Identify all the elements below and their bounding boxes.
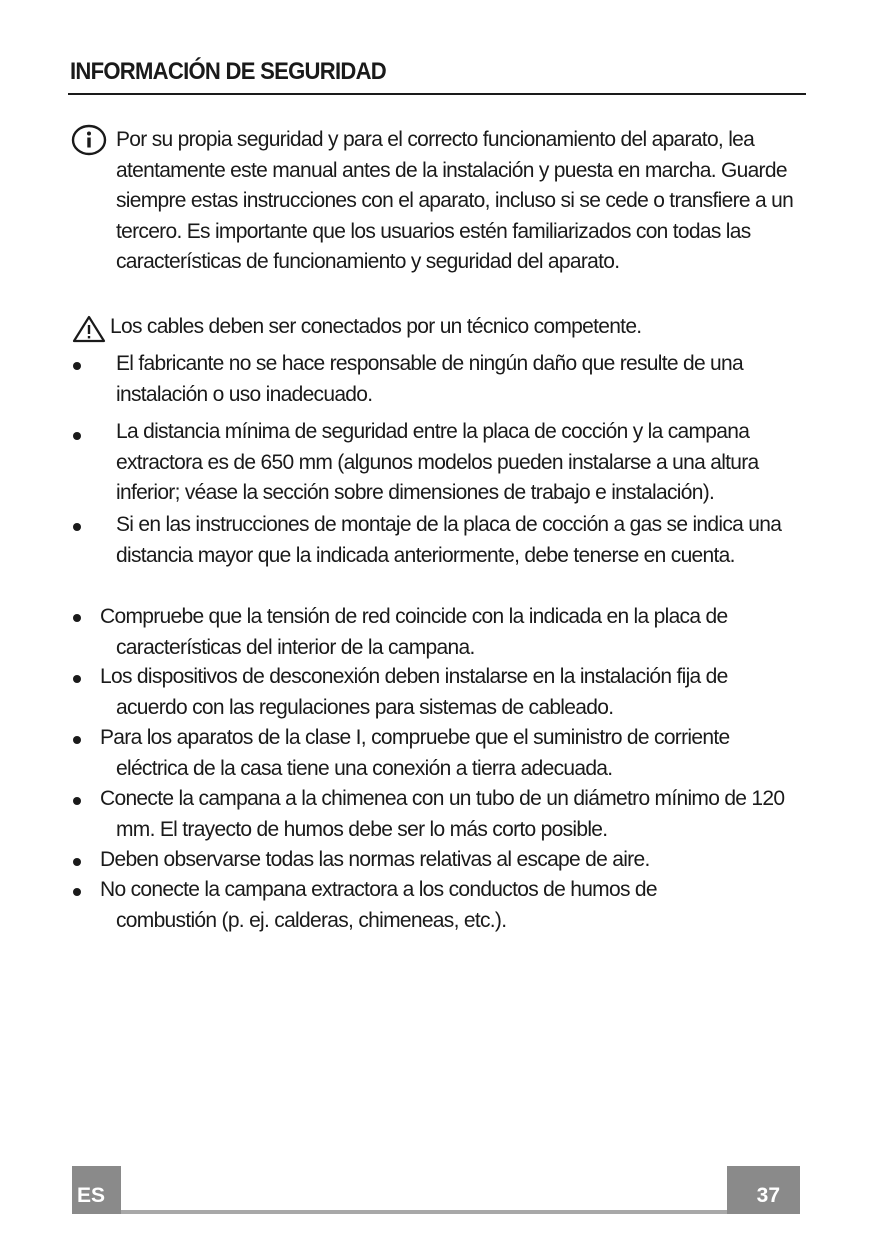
language-tab [72,1166,121,1214]
list-item: Compruebe que la tensión de red coincide con la indicada en la placa de características del interior de la campana. [100,605,728,659]
page-title: INFORMACIÓN DE SEGURIDAD [70,58,387,85]
list-item: Deben observarse todas las normas relativas al escape de aire. [100,848,650,871]
warning-triangle-icon [72,315,106,343]
page-number: 37 [756,1184,780,1207]
bullet-dot-icon [73,736,81,744]
bullet-dot-icon [73,797,81,805]
warning-text: Los cables deben ser conectados por un técnico competente. [110,315,642,338]
list-item: La distancia mínima de seguridad entre la placa de cocción y la campana extractora es de 650 mm (algunos modelos pueden instalarse a una altura inferior; véase la sección sobre dimensiones de trabajo e instalación). [116,420,759,504]
bullet-dot-icon [73,523,81,531]
footer-rule [121,1210,727,1214]
info-circle-icon [71,124,107,156]
bullet-dot-icon [73,675,81,683]
list-item: Para los aparatos de la clase I, compruebe que el suministro de corriente eléctrica de la casa tiene una conexión a tierra adecuada. [100,726,730,780]
list-item: El fabricante no se hace responsable de ningún daño que resulte de una instalación o uso inadecuado. [116,352,743,406]
language-code: ES [77,1184,106,1207]
page-number-tab [727,1166,800,1214]
list-item: Los dispositivos de desconexión deben instalarse en la instalación fija de acuerdo con las regulaciones para sistemas de cableado. [100,665,728,719]
list-item: Si en las instrucciones de montaje de la placa de cocción a gas se indica una distancia mayor que la indicada anteriormente, debe tenerse en cuenta. [116,513,782,567]
list-item: No conecte la campana extractora a los conductos de humos de combustión (p. ej. calderas, chimeneas, etc.). [100,878,657,932]
bullet-dot-icon [73,888,81,896]
list-item: Conecte la campana a la chimenea con un tubo de un diámetro mínimo de 120 mm. El trayecto de humos debe ser lo más corto posible. [100,787,785,841]
title-divider [68,93,806,95]
bullet-dot-icon [73,432,81,440]
bullet-dot-icon [73,362,81,370]
intro-paragraph: Por su propia seguridad y para el correcto funcionamiento del aparato, lea atentamente este manual antes de la instalación y puesta en marcha. Guarde siempre estas instrucciones con el aparato, incluso si se cede o transfiere a un tercero. Es importante que los usuarios estén familiarizados con todas las características de funcionamiento y seguridad del aparato. [116,128,794,273]
bullet-dot-icon [73,614,81,622]
bullet-dot-icon [73,858,81,866]
